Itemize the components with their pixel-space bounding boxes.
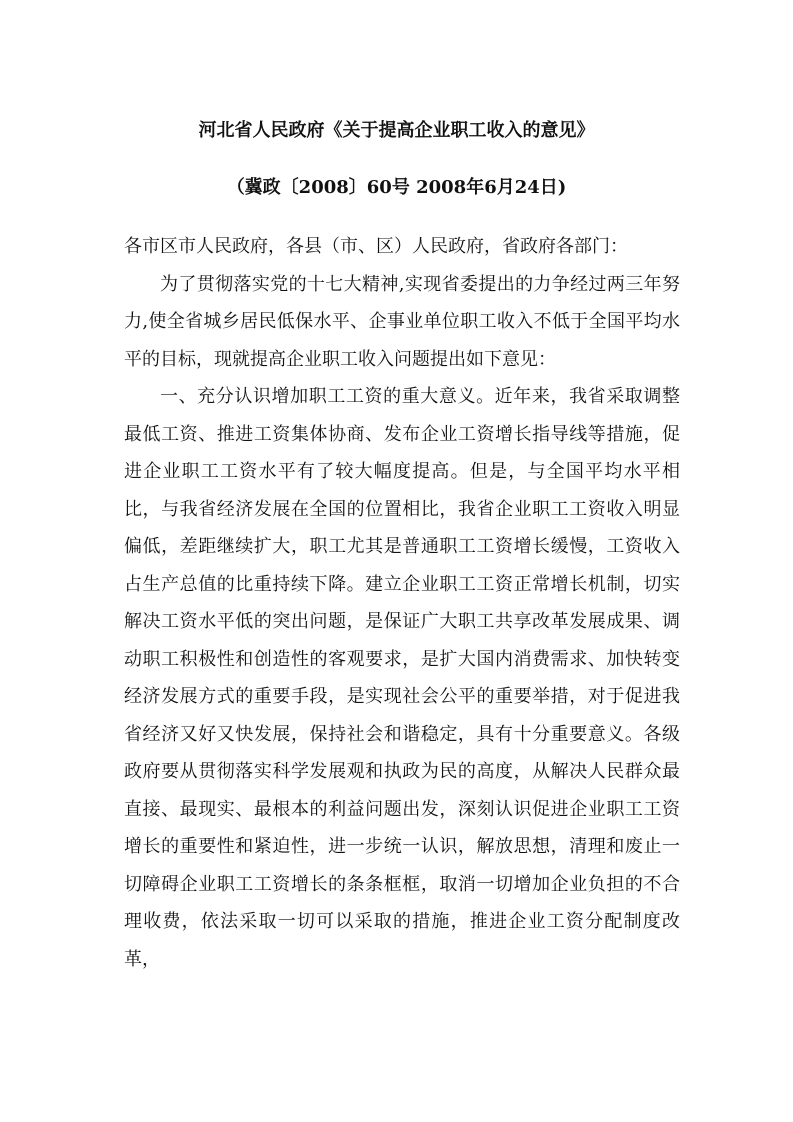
document-body: [124, 228, 680, 978]
document-subtitle: （冀政〔2008〕60号 2008年6月24日): [226, 177, 567, 198]
paragraph-intro: 为了贯彻落实党的十七大精神,实现省委提出的力争经过两三年努力,使全省城乡居民低保水平、企事业单位职工收入不低于全国平均水平的目标，现就提高企业职工收入问题提出如下意见：: [124, 273, 680, 370]
paragraph-section-one: 一、充分认识增加职工工资的重大意义。近年来，我省采取调整最低工资、推进工资集体协商、发布企业工资增长指导线等措施，促进企业职工工资水平有了较大幅度提高。但是，与全国平均水平相比，与我省经济发展在全国的位置相比，我省企业职工工资收入明显偏低，差距继续扩大，职工尤其是普通职工工资增长缓慢，工资收入占生产总值的比重持续下降。建立企业职工工资正常增长机制，切实解决工资水平低的突出问题，是保证广大职工共享改革发展成果、调动职工积极性和创造性的客观要求，是扩大国内消费需求、加快转变经济发展方式的重要手段，是实现社会公平的重要举措，对于促进我省经济又好又快发展，保持社会和谐稳定，具有十分重要意义。各级政府要从贯彻落实科学发展观和执政为民的高度，从解决人民群众最直接、最现实、最根本的利益问题出发，深刻认识促进企业职工工资增长的重要性和紧迫性，进一步统一认识，解放思想，清理和废止一切障碍企业职工工资增长的条条框框，取消一切增加企业负担的不合理收费，依法采取一切可以采取的措施，推进企业工资分配制度改革，: [124, 386, 680, 970]
document-title: 河北省人民政府《关于提高企业职工收入的意见》: [198, 120, 595, 141]
salutation: 各市区市人民政府，各县（市、区）人民政府，省政府各部门：: [124, 236, 628, 257]
